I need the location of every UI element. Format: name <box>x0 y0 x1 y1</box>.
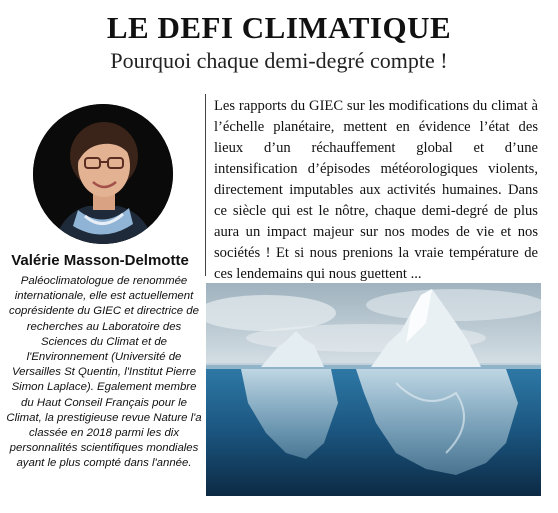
column-divider <box>205 94 206 276</box>
iceberg-illustration <box>206 283 541 496</box>
page-subtitle: Pourquoi chaque demi-degré compte ! <box>110 48 448 73</box>
author-portrait <box>33 104 173 244</box>
iceberg-photo <box>206 283 541 496</box>
author-portrait-illustration <box>33 104 173 244</box>
author-bio: Paléoclimatologue de renommée internationale, elle est actuellement coprésidente du GIEC et directrice de recherches au Laboratoire des Sciences du Climat et de l'Environnement (Université de Versailles St Quentin, l'Institut Pierre Simon Laplace). Egalement membre du Haut Conseil Français pour le Climat, la prestigieuse revue Nature l'a classée en 2018 parmi les dix personnalités scientifiques mondiales ayant le plus compté dans l'année. <box>6 275 202 470</box>
page-title: LE DEFI CLIMATIQUE <box>106 10 452 45</box>
author-name: Valérie Masson-Delmotte <box>11 252 189 269</box>
article-body: Les rapports du GIEC sur les modifications du climat à l’échelle planétaire, mettent en évidence l’état des lieux d’un réchauffement global et d’une intensification d’épisodes météorologiques violents, directement imputables aux activités humaines. Dans ce siècle qui est le nôtre, chaque demi-degré de plus aura un impact majeur sur nos modes de vie et nos sociétés ! Et si nous prenions la vraie température de ces lendemains qui nous guettent ... <box>214 98 538 282</box>
